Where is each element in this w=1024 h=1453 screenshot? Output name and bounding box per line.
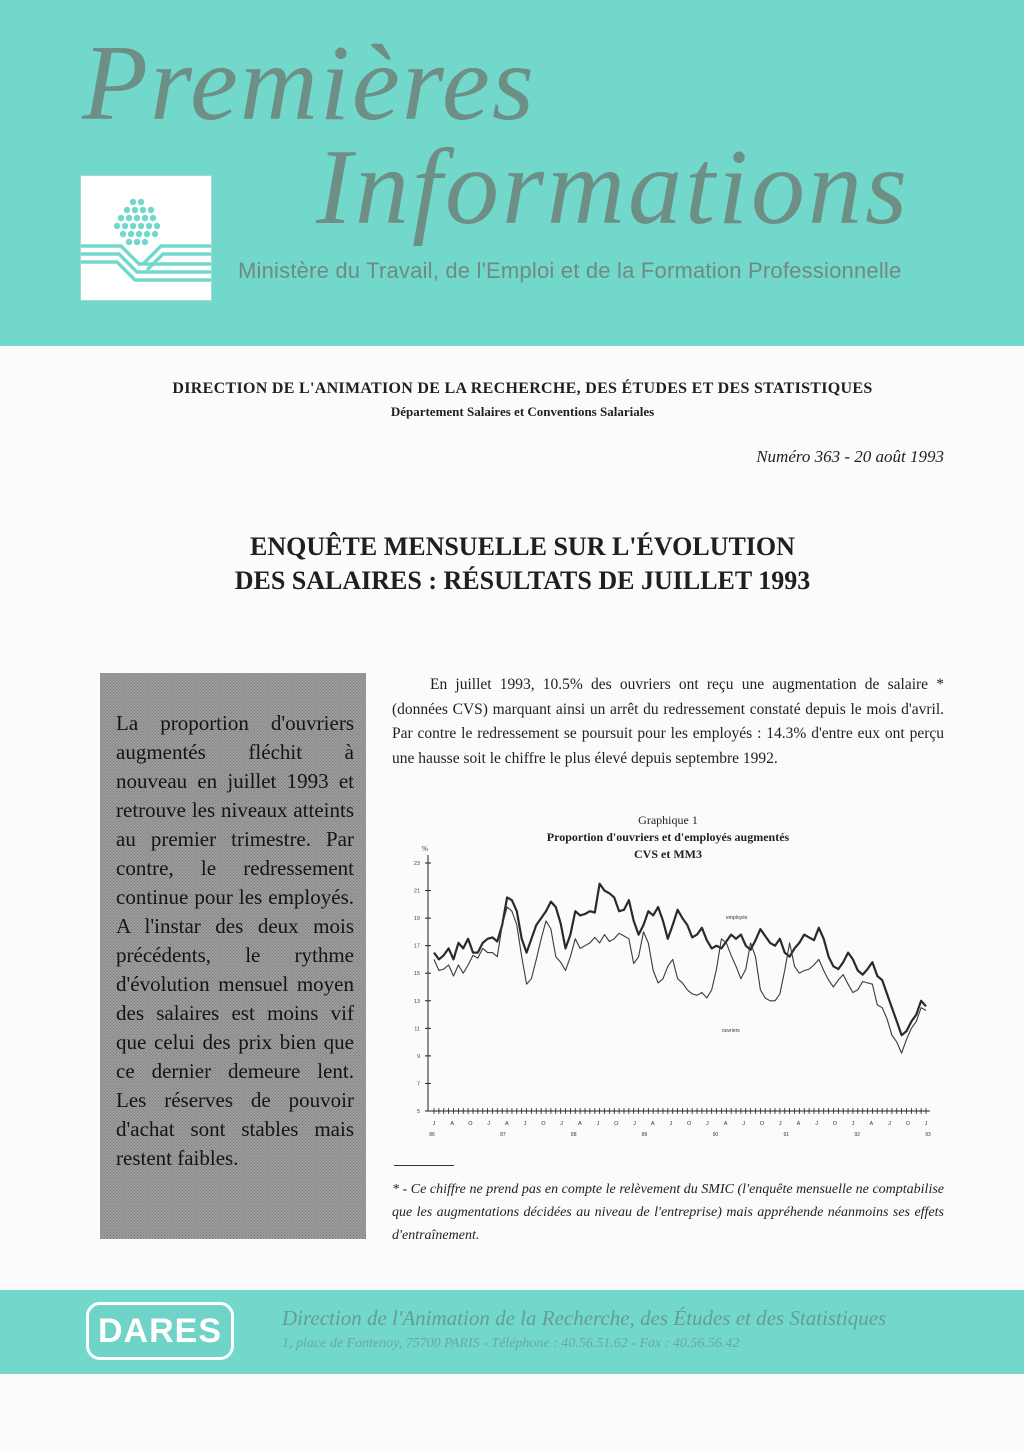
- x-tick-label: A: [450, 1121, 455, 1127]
- x-year-label: 90: [712, 1132, 719, 1138]
- footnote-rule: [394, 1165, 454, 1166]
- y-tick-label: 9: [416, 1053, 420, 1060]
- y-tick-label: 5: [416, 1109, 420, 1115]
- x-tick-label: J: [888, 1121, 891, 1127]
- x-tick-label: J: [633, 1121, 636, 1127]
- intro-paragraph: En juillet 1993, 10.5% des ouvriers ont reçu une augmentation de salaire * (données CVS) marquant ainsi un arrêt du redressement constaté depuis le mois d'avril. Par contre le redressement se poursuit pour les employés : 14.3% d'entre eux ont perçu une hausse soit le chiffre le plus élevé depuis septembre 1992.: [392, 676, 944, 767]
- x-tick-label: J: [742, 1121, 746, 1127]
- x-tick-label: J: [778, 1121, 782, 1127]
- footer-address: 1, place de Fontenoy, 75700 PARIS - Téléphone : 40.56.51.62 - Fax : 40.56.56.42: [282, 1336, 740, 1351]
- x-tick-label: J: [669, 1121, 673, 1127]
- x-year-label: 88: [570, 1132, 577, 1138]
- ministry-logo: [80, 175, 212, 301]
- x-tick-label: J: [851, 1121, 855, 1127]
- x-tick-label: O: [686, 1121, 692, 1127]
- title-line2: DES SALAIRES : RÉSULTATS DE JUILLET 1993: [234, 566, 811, 595]
- y-tick-label: 11: [414, 1026, 420, 1033]
- x-tick-label: A: [723, 1121, 728, 1127]
- series-line-1: [434, 907, 926, 1053]
- x-tick-label: O: [759, 1121, 765, 1127]
- x-year-label: 91: [783, 1132, 790, 1138]
- x-tick-label: J: [815, 1121, 819, 1127]
- dares-logo: DARES: [86, 1302, 234, 1360]
- x-tick-label: A: [505, 1121, 509, 1127]
- x-tick-label: O: [541, 1121, 546, 1127]
- footer-direction: Direction de l'Animation de la Recherche, des Études et des Statistiques: [282, 1306, 887, 1330]
- department-heading: Département Salaires et Conventions Salariales: [390, 404, 655, 419]
- series-label-employes: employés: [726, 915, 748, 921]
- x-tick-label: A: [577, 1121, 582, 1127]
- ministry-name: Ministère du Travail, de l'Emploi et de la Formation Professionnelle: [238, 258, 902, 283]
- article-title: [100, 530, 945, 598]
- summary-box: [100, 673, 366, 1239]
- x-tick-label: A: [650, 1121, 655, 1127]
- x-tick-label: J: [523, 1121, 527, 1127]
- title-line1: ENQUÊTE MENSUELLE SUR L'ÉVOLUTION: [250, 532, 795, 561]
- chart-title-3: CVS et MM3: [634, 847, 702, 861]
- series-line-0: [434, 884, 926, 1035]
- x-tick-label: J: [596, 1121, 600, 1127]
- y-tick-label: 7: [416, 1081, 420, 1088]
- chart-plot: [392, 803, 944, 1148]
- x-year-label: 89: [641, 1132, 648, 1138]
- x-tick-label: A: [869, 1121, 874, 1127]
- x-tick-label: O: [905, 1121, 910, 1127]
- direction-heading: DIRECTION DE L'ANIMATION DE LA RECHERCHE, DES ÉTUDES ET DES STATISTIQUES: [172, 380, 873, 397]
- y-tick-label: 19: [413, 916, 420, 923]
- y-tick-label: 21: [413, 888, 420, 895]
- x-year-label: 92: [854, 1132, 860, 1138]
- x-tick-label: O: [468, 1121, 473, 1127]
- x-tick-label: J: [487, 1121, 491, 1127]
- footnote-text: * - Ce chiffre ne prend pas en compte le relèvement du SMIC (l'enquête mensuelle ne comptabilise que les augmentations décidées au niveau de l'entreprise) mais appréhende néanmoins ses effets d'entraînement.: [392, 1182, 944, 1243]
- x-year-label: 93: [925, 1132, 931, 1138]
- chart-title-1: Graphique 1: [638, 813, 698, 827]
- x-year-label: 86: [429, 1132, 435, 1138]
- x-year-label: 87: [500, 1132, 506, 1138]
- x-tick-label: J: [432, 1121, 436, 1127]
- y-tick-label: 13: [413, 998, 420, 1005]
- brand-title-line2: Informations: [316, 128, 911, 247]
- x-tick-label: J: [560, 1121, 563, 1127]
- y-unit-label: %: [422, 845, 428, 853]
- x-tick-label: J: [705, 1121, 709, 1127]
- x-tick-label: J: [924, 1121, 928, 1127]
- chart-graphique-1: [392, 803, 944, 1148]
- x-tick-label: A: [796, 1121, 801, 1127]
- y-tick-label: 23: [413, 861, 420, 867]
- footer-banner: [0, 1290, 1024, 1374]
- tree-logo-icon: [81, 176, 211, 300]
- summary-text: La proportion d'ouvriers augmentés fléchit à nouveau en juillet 1993 et retrouve les niveaux atteints au premier trimestre. Par contre, le redressement continue pour les employés. A l'instar des deux mois précédents, le rythme d'évolution mensuel moyen des salaires est moins vif que celui des prix bien que ce dernier demeure lent. Les réserves de pouvoir d'achat sont stables mais restent faibles.: [116, 711, 354, 1170]
- issue-number: Numéro 363 - 20 août 1993: [756, 447, 944, 466]
- y-tick-label: 15: [413, 971, 420, 978]
- x-tick-label: O: [832, 1121, 838, 1127]
- brand-title-line1: Premières: [82, 24, 536, 143]
- header-banner: [0, 0, 1024, 346]
- series-label-ouvriers: ouvriers: [722, 1028, 740, 1034]
- y-tick-label: 17: [413, 943, 420, 950]
- chart-title-2: Proportion d'ouvriers et d'employés augmentés: [546, 830, 790, 844]
- x-tick-label: O: [614, 1121, 619, 1127]
